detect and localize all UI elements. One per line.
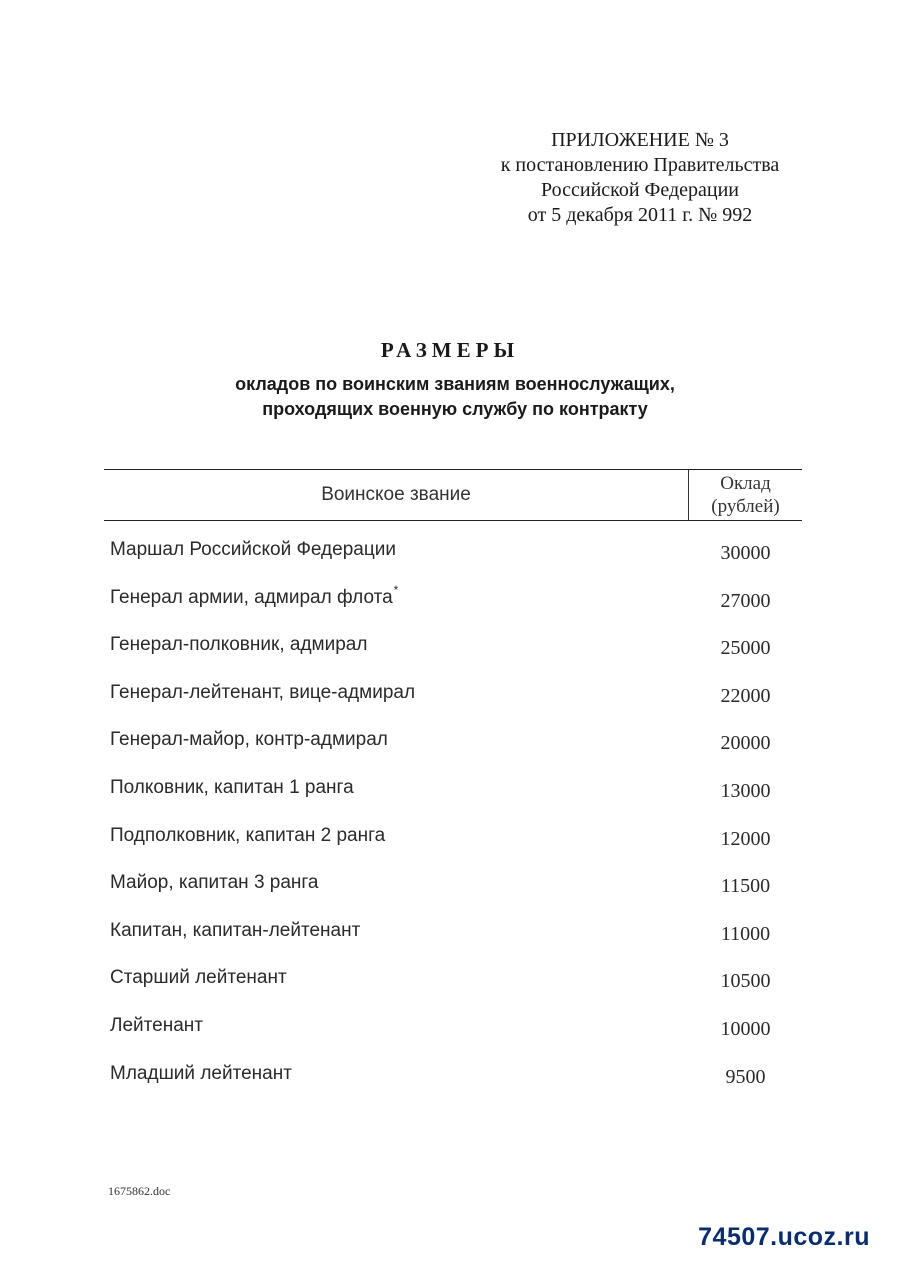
annex-reference: к постановлению Правительства xyxy=(500,154,780,176)
salary-cell: 20000 xyxy=(720,732,771,755)
rank-cell xyxy=(110,634,367,656)
rank-cell xyxy=(110,729,388,751)
site-watermark: 74507.ucoz.ru xyxy=(698,1223,870,1251)
table-row xyxy=(104,1063,802,1111)
rank-cell xyxy=(110,777,354,799)
salary-cell: 10000 xyxy=(720,1017,771,1040)
table-row xyxy=(104,539,802,587)
header-salary-unit: (рублей) xyxy=(711,496,780,517)
subtitle-line-1: окладов по воинским званиям военнослужащих, xyxy=(235,374,675,394)
table-body xyxy=(104,539,802,1110)
doc-filename: 1675862.doc xyxy=(108,1184,171,1198)
rank-cell xyxy=(110,825,385,847)
salary-cell: 30000 xyxy=(720,542,771,564)
salary-cell: 27000 xyxy=(720,589,771,612)
rank-name: Подполковник, капитан 2 ранга xyxy=(110,824,386,846)
footnote-mark: * xyxy=(393,582,399,597)
salary-cell: 10500 xyxy=(720,970,771,993)
table-row xyxy=(104,920,802,968)
rank-cell xyxy=(110,682,415,704)
rank-name: Капитан, капитан-лейтенант xyxy=(110,919,361,941)
subtitle-line-2: проходящих военную службу по контракту xyxy=(262,399,648,419)
rank-cell xyxy=(110,920,360,942)
table-row xyxy=(104,1015,802,1063)
rank-cell xyxy=(110,967,287,989)
document-subtitle xyxy=(0,372,900,422)
salary-cell: 22000 xyxy=(720,684,771,707)
salary-cell: 11000 xyxy=(720,922,771,945)
table-row xyxy=(104,967,802,1015)
annex-header xyxy=(470,128,810,228)
rank-name: Генерал-майор, контр-адмирал xyxy=(110,729,388,751)
header-salary xyxy=(689,472,802,518)
salary-cell: 11500 xyxy=(720,875,771,898)
table-row xyxy=(104,729,802,777)
table-row xyxy=(104,777,802,825)
annex-date: от 5 декабря 2011 г. № 992 xyxy=(527,204,753,226)
salary-cell: 12000 xyxy=(720,827,771,850)
rank-name: Генерал-лейтенант, вице-адмирал xyxy=(110,681,416,703)
table-row xyxy=(104,825,802,873)
salary-cell: 25000 xyxy=(720,637,771,660)
rank-cell xyxy=(110,872,319,894)
table-header xyxy=(104,469,802,521)
rank-name: Майор, капитан 3 ранга xyxy=(110,872,319,894)
table-row xyxy=(104,682,802,730)
rank-cell xyxy=(110,539,396,561)
salary-cell: 13000 xyxy=(720,779,771,802)
rank-name: Генерал-полковник, адмирал xyxy=(110,634,368,656)
header-rank: Воинское звание xyxy=(104,470,689,520)
annex-number: ПРИЛОЖЕНИЕ № 3 xyxy=(551,129,729,151)
rank-name: Полковник, капитан 1 ранга xyxy=(110,776,354,798)
header-salary-label: Оклад xyxy=(720,473,771,494)
rank-cell xyxy=(110,582,399,609)
rank-name: Лейтенант xyxy=(110,1014,203,1036)
rank-cell xyxy=(110,1063,292,1085)
table-row xyxy=(104,872,802,920)
salary-cell: 9500 xyxy=(725,1065,766,1088)
rank-name: Старший лейтенант xyxy=(110,967,287,989)
table-row xyxy=(104,582,802,635)
rank-name: Генерал армии, адмирал флота xyxy=(110,586,393,608)
rank-name: Маршал Российской Федерации xyxy=(110,539,396,560)
annex-government: Российской Федерации xyxy=(540,179,740,201)
salary-table xyxy=(104,469,802,1088)
table-row xyxy=(104,634,802,682)
document-title: РАЗМЕРЫ xyxy=(380,338,520,362)
rank-name: Младший лейтенант xyxy=(110,1062,292,1084)
rank-cell xyxy=(110,1015,203,1037)
